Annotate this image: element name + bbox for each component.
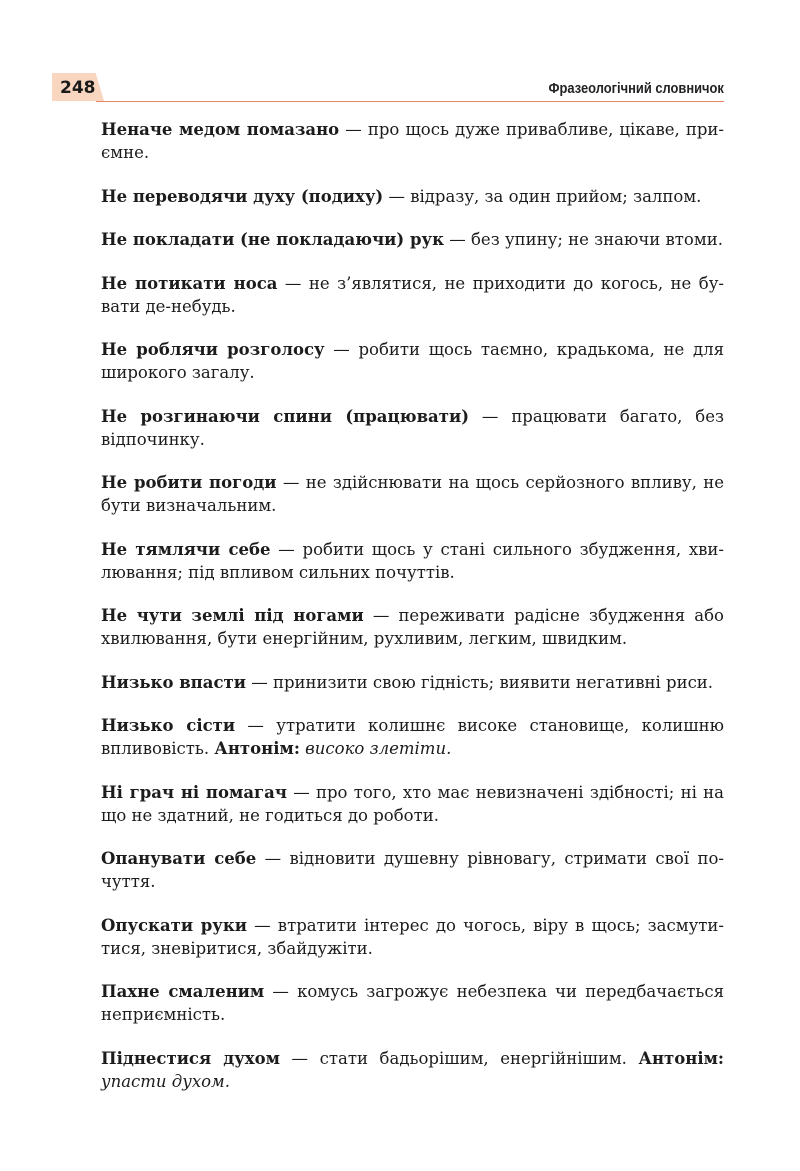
page-number: 248 <box>60 78 96 98</box>
glossary-entry: Не переводячи духу (подиху) — відразу, за один прийом; залпом. <box>101 186 702 206</box>
glossary-entry: Опускати руки — втратити інтерес до чогось, віру в щось; засмутитися, зневіритися, збайдужіти. <box>101 915 724 958</box>
glossary-entry: Неначе медом помазано — про щось дуже привабливе, цікаве, приємне. <box>101 120 724 162</box>
antonym-label: Антонім: <box>638 1048 725 1068</box>
entry-term: Пахне смаленим <box>101 982 265 1001</box>
glossary-entry: Не потикати носа — не з’являтися, не приходити до когось, не бувати де-небудь. <box>101 273 724 316</box>
glossary-entry: Не покладати (не покладаючи) рук — без упину; не знаючи втоми. <box>101 230 723 249</box>
glossary-entry: Пахне смаленим — комусь загрожує небезпека чи передбачається неприємність. <box>101 982 724 1024</box>
entry-term: Не покладати (не покладаючи) рук <box>101 230 444 249</box>
glossary-entry: Піднестися духом — стати бадьорішим, енергійнішим. Антонім: упасти духом. <box>101 1048 725 1091</box>
glossary-entry: Не чути землі під ногами — переживати радісне збудження або хвилювання, бути енергійним, рухливим, легким, швидким. <box>101 606 724 648</box>
entry-definition: без упину; не знаючи втоми. <box>471 230 723 249</box>
entry-term: Опускати руки <box>101 915 248 935</box>
entry-definition: працювати багато, без відпочинку. <box>101 406 724 449</box>
antonym-value: високо злетіти. <box>305 739 452 758</box>
glossary-entry: Низько сісти — утратити колишнє високе становище, колишню впливовість. Антонім: високо злетіти. <box>101 716 724 758</box>
entry-term: Не тямлячи себе <box>101 539 271 559</box>
entry-definition: відразу, за один прийом; залпом. <box>410 186 702 206</box>
section-title: Фразеологічний словничок <box>548 80 724 97</box>
entry-term: Не переводячи духу (подиху) <box>101 186 384 206</box>
entry-term: Не потикати носа <box>101 273 278 293</box>
antonym-label: Антонім: <box>214 739 300 758</box>
entry-definition: принизити свою гідність; виявити негативні риси. <box>272 672 714 692</box>
entry-definition: не з’являтися, не приходити до когось, не бувати де-небудь. <box>101 273 724 316</box>
glossary-entry: Не розгинаючи спини (працювати) — працювати багато, без відпочинку. <box>101 406 724 449</box>
entry-definition: робити щось у стані сильного збудження, хвилювання; під впливом сильних почуттів. <box>101 539 724 582</box>
entry-definition: стати бадьорішим, енергійнішим. <box>319 1048 627 1068</box>
entry-definition: комусь загрожує небезпека чи передбачається неприємність. <box>101 982 724 1024</box>
entry-definition: не здійснювати на щось серйозного впливу, не бути визначальним. <box>101 473 724 515</box>
entry-term: Низько впасти <box>101 672 246 692</box>
entry-term: Не роблячи розголосу <box>101 340 325 359</box>
entry-definition: про того, хто має невизначені здібності; ні на що не здатний, не годиться до роботи. <box>101 782 724 825</box>
antonym-value: упасти духом. <box>101 1071 230 1091</box>
glossary-entry: Не робити погоди — не здійснювати на щось серйозного впливу, не бути визначальним. <box>101 473 724 515</box>
glossary-entry: Низько впасти — принизити свою гідність; виявити негативні риси. <box>101 672 714 692</box>
entry-term: Не чути землі під ногами <box>101 606 364 625</box>
entry-term: Низько сісти <box>101 716 236 735</box>
entry-definition: утратити колишнє високе становище, колишню впливовість. <box>101 716 724 758</box>
entry-term: Не робити погоди <box>101 473 277 492</box>
entry-definition: про щось дуже привабливе, цікаве, приємне. <box>101 120 724 162</box>
entry-term: Ні грач ні помагач <box>101 782 287 802</box>
entry-definition: переживати радісне збудження або хвилювання, бути енергійним, рухливим, легким, швидким. <box>101 606 724 648</box>
entry-definition: відновити душевну рівновагу, стримати свої почуття. <box>101 849 724 891</box>
glossary-entry: Опанувати себе — відновити душевну рівновагу, стримати свої почуття. <box>101 849 724 891</box>
glossary-entry: Ні грач ні помагач — про того, хто має невизначені здібності; ні на що не здатний, не годиться до роботи. <box>101 782 724 825</box>
entry-definition: робити щось таємно, крадькома, не для широкого загалу. <box>101 340 724 382</box>
glossary-list <box>101 118 724 1113</box>
entry-definition: втратити інтерес до чогось, віру в щось; засмутитися, зневіритися, збайдужіти. <box>101 915 724 958</box>
entry-term: Опанувати себе <box>101 849 257 868</box>
entry-term: Піднестися духом <box>101 1048 280 1068</box>
header-divider <box>96 101 724 102</box>
entry-term: Не розгинаючи спини (працювати) <box>101 406 470 426</box>
glossary-entry: Не роблячи розголосу — робити щось таємно, крадькома, не для широкого загалу. <box>101 340 724 382</box>
entry-term: Неначе медом помазано <box>101 120 340 139</box>
glossary-entry: Не тямлячи себе — робити щось у стані сильного збудження, хвилювання; під впливом сильних почуттів. <box>101 539 724 582</box>
